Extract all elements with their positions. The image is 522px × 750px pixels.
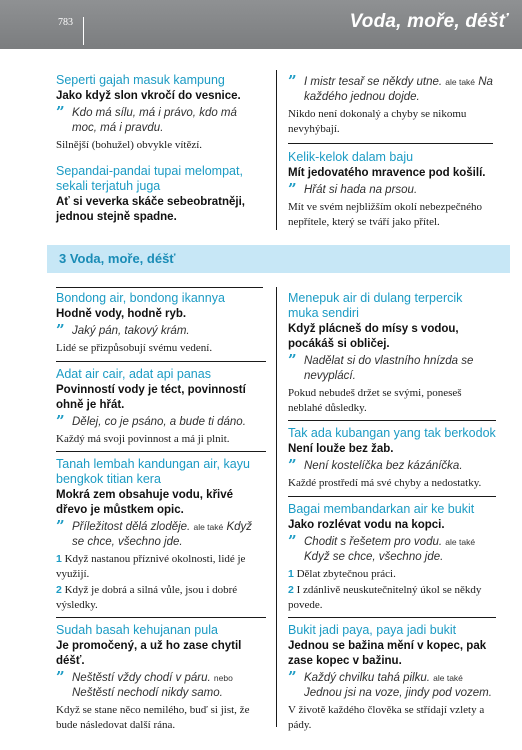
equivalent-text: Neštěstí vždy chodí v páru. xyxy=(72,672,211,684)
proverb-entry xyxy=(56,367,266,447)
bottom-right-column xyxy=(288,291,496,743)
explanation-text: V životě každého člověka se střídají vzlety a pády. xyxy=(288,704,485,731)
explanation-text: Když je dobrá a silná vůle, jsou i dobré výsledky. xyxy=(56,584,238,611)
equivalent-proverb xyxy=(288,456,496,474)
connector-word: ale také xyxy=(445,77,476,87)
quote-mark-icon: ” xyxy=(288,531,297,550)
equivalent-proverb xyxy=(288,351,496,384)
alternative-text: Když se chce, všechno jde. xyxy=(304,550,444,563)
proverb-entry xyxy=(56,164,261,225)
malay-proverb: Seperti gajah masuk kampung xyxy=(56,73,225,87)
proverb-entry xyxy=(288,150,493,229)
czech-translation: Mokrá zem obsahuje vodu, křivé dřevo je můstkem opic. xyxy=(56,489,234,516)
explanation xyxy=(56,138,261,153)
quote-mark-icon: ” xyxy=(288,456,297,474)
explanation-text: I zdánlivě neuskutečnitelný úkol se někdy povede. xyxy=(288,584,482,611)
explanation xyxy=(288,567,496,582)
proverb-entry xyxy=(56,623,266,732)
quote-mark-icon: ” xyxy=(288,180,297,198)
malay-proverb: Sepandai-pandai tupai melompat, sekali terjatuh juga xyxy=(56,163,243,193)
explanation-text: Každý má svoji povinnost a má ji plnit. xyxy=(56,432,230,445)
connector-word: nebo xyxy=(213,673,233,683)
proverb-entry xyxy=(288,623,496,732)
page-number: 783 xyxy=(58,17,84,45)
explanation xyxy=(56,432,266,447)
top-right-column xyxy=(288,73,493,240)
czech-translation: Jako když slon vkročí do vesnice. xyxy=(56,90,241,102)
quote-mark-icon: ” xyxy=(56,517,65,535)
malay-proverb: Tanah lembah kandungan air, kayu bengkok titian kera xyxy=(56,457,250,486)
malay-proverb: Bukit jadi paya, paya jadi bukit xyxy=(288,623,457,637)
entry-divider-rule xyxy=(288,617,496,618)
proverb-entry xyxy=(56,73,261,153)
czech-translation: Není louže bez žab. xyxy=(288,443,394,455)
explanation-text: Nikdo není dokonalý a chyby se nikomu nevyhýbají. xyxy=(288,108,467,135)
czech-translation: Když plácneš do mísy s vodou, pocákáš si obličej. xyxy=(288,323,459,350)
entry-divider-rule xyxy=(56,451,266,452)
malay-proverb: Tak ada kubangan yang tak berkodok xyxy=(288,426,496,440)
running-title: Voda, moře, déšť xyxy=(349,11,508,32)
malay-proverb: Sudah basah kehujanan pula xyxy=(56,623,218,637)
equivalent-proverb xyxy=(56,321,266,339)
malay-proverb: Kelik-kelok dalam baju xyxy=(288,150,414,164)
quote-mark-icon: ” xyxy=(56,411,65,430)
bottom-left-top-rule xyxy=(56,287,263,288)
sense-number: 1 xyxy=(56,553,62,565)
connector-word: ale také xyxy=(433,673,463,683)
quote-mark-icon: ” xyxy=(56,321,65,339)
explanation xyxy=(56,703,266,732)
equivalent-proverb xyxy=(56,103,261,136)
explanation xyxy=(56,583,266,612)
equivalent-text: Není kostelíčka bez kázáníčka. xyxy=(304,460,463,472)
equivalent-text: Nadělat si do vlastního hnízda se nevyplácí. xyxy=(304,355,474,382)
czech-translation: Ať si veverka skáče sebeobratněji, jednou stejně spadne. xyxy=(56,195,245,223)
equivalent-text: Dělej, co je psáno, a bude ti dáno. xyxy=(72,415,246,428)
explanation-text: Lidé se přizpůsobují svému vedení. xyxy=(56,342,213,354)
proverb-entry xyxy=(288,426,496,491)
alternative-text: Jednou jsi na voze, jindy pod vozem. xyxy=(304,687,492,699)
equivalent-text: Hřát si hada na prsou. xyxy=(304,184,418,196)
entry-divider-rule xyxy=(288,420,496,421)
explanation-text: Silnější (bohužel) obvykle vítězí. xyxy=(56,139,203,151)
equivalent-text: Příležitost dělá zloděje. xyxy=(72,521,191,533)
connector-word: ale také xyxy=(445,536,476,547)
alternative-text: Když se chce, všechno jde. xyxy=(72,521,253,548)
explanation xyxy=(288,200,493,229)
equivalent-proverb xyxy=(288,668,496,701)
sense-number: 1 xyxy=(288,567,294,580)
czech-translation: Povinností vody je téct, povinností ohně je hřát. xyxy=(56,383,246,411)
explanation-text: Dělat zbytečnou práci. xyxy=(296,567,396,580)
equivalent-proverb xyxy=(288,72,493,105)
quote-mark-icon: ” xyxy=(56,668,65,686)
explanation-text: Když se stane něco nemilého, buď si jist, že bude následovat další rána. xyxy=(56,704,250,731)
connector-word: ale také xyxy=(193,522,224,532)
explanation-text: Když nastanou příznivé okolnosti, lidé je využijí. xyxy=(56,553,246,580)
explanation-text: Každé prostředí má své chyby a nedostatky. xyxy=(288,477,482,489)
proverb-entry xyxy=(288,502,496,613)
czech-translation: Mít jedovatého mravence pod košilí. xyxy=(288,167,486,179)
explanation xyxy=(288,703,496,732)
equivalent-text: Každý chvilku tahá pilku. xyxy=(304,672,430,684)
malay-proverb: Bagai membandarkan air ke bukit xyxy=(288,501,475,516)
explanation xyxy=(56,341,266,356)
entry-divider-rule xyxy=(56,361,266,362)
malay-proverb: Menepuk air di dulang terpercik muka sendiri xyxy=(288,291,463,320)
czech-translation: Je promočený, a už ho zase chytil déšť. xyxy=(56,640,242,667)
explanation xyxy=(288,386,496,415)
entry-divider-rule xyxy=(288,496,496,497)
quote-mark-icon: ” xyxy=(56,103,65,121)
explanation xyxy=(288,583,496,612)
proverb-entry xyxy=(288,72,493,136)
sense-number: 2 xyxy=(56,584,62,596)
alternative-text: Neštěstí nechodí nikdy samo. xyxy=(72,687,223,699)
page-header xyxy=(0,0,522,49)
malay-proverb: Adat air cair, adat api panas xyxy=(56,366,211,381)
alternative-text: Na každého jednou dojde. xyxy=(304,76,493,103)
explanation xyxy=(288,107,493,136)
czech-translation: Jednou se bažina mění v kopec, pak zase kopec v bažinu. xyxy=(288,640,487,667)
bottom-column-divider xyxy=(276,287,277,727)
proverb-entry xyxy=(288,291,496,415)
equivalent-proverb xyxy=(56,517,266,550)
quote-mark-icon: ” xyxy=(288,668,297,686)
top-column-divider xyxy=(276,70,277,230)
section-title: 3 Voda, moře, déšť xyxy=(59,251,176,266)
equivalent-text: Chodit s řešetem pro vodu. xyxy=(304,535,443,548)
equivalent-text: Jaký pán, takový krám. xyxy=(72,325,190,337)
explanation xyxy=(288,476,496,491)
equivalent-text: Kdo má sílu, má i právo, kdo má moc, má i pravdu. xyxy=(72,107,237,134)
proverb-entry xyxy=(56,457,266,612)
equivalent-proverb xyxy=(56,668,266,701)
explanation-text: Pokud nebudeš držet se svými, poneseš neblahé důsledky. xyxy=(288,387,462,414)
czech-translation: Jako rozlévat vodu na kopci. xyxy=(288,518,445,531)
equivalent-proverb xyxy=(288,180,493,198)
explanation xyxy=(56,552,266,581)
czech-translation: Hodně vody, hodně ryb. xyxy=(56,308,187,320)
section-band xyxy=(47,245,510,273)
equivalent-proverb xyxy=(288,531,496,565)
top-left-column xyxy=(56,73,261,236)
equivalent-proverb xyxy=(56,411,266,430)
sense-number: 2 xyxy=(288,584,294,596)
explanation-text: Mít ve svém nejbližším okolí nebezpečného nepřítele, který se tváří jako přítel. xyxy=(288,201,482,228)
quote-mark-icon: ” xyxy=(288,72,297,90)
quote-mark-icon: ” xyxy=(288,351,297,369)
proverb-entry xyxy=(56,291,266,356)
entry-divider-rule xyxy=(56,617,266,618)
equivalent-text: I mistr tesař se někdy utne. xyxy=(304,76,443,88)
malay-proverb: Bondong air, bondong ikannya xyxy=(56,291,225,305)
bottom-left-column xyxy=(56,291,266,743)
entry-divider-rule xyxy=(288,143,493,144)
